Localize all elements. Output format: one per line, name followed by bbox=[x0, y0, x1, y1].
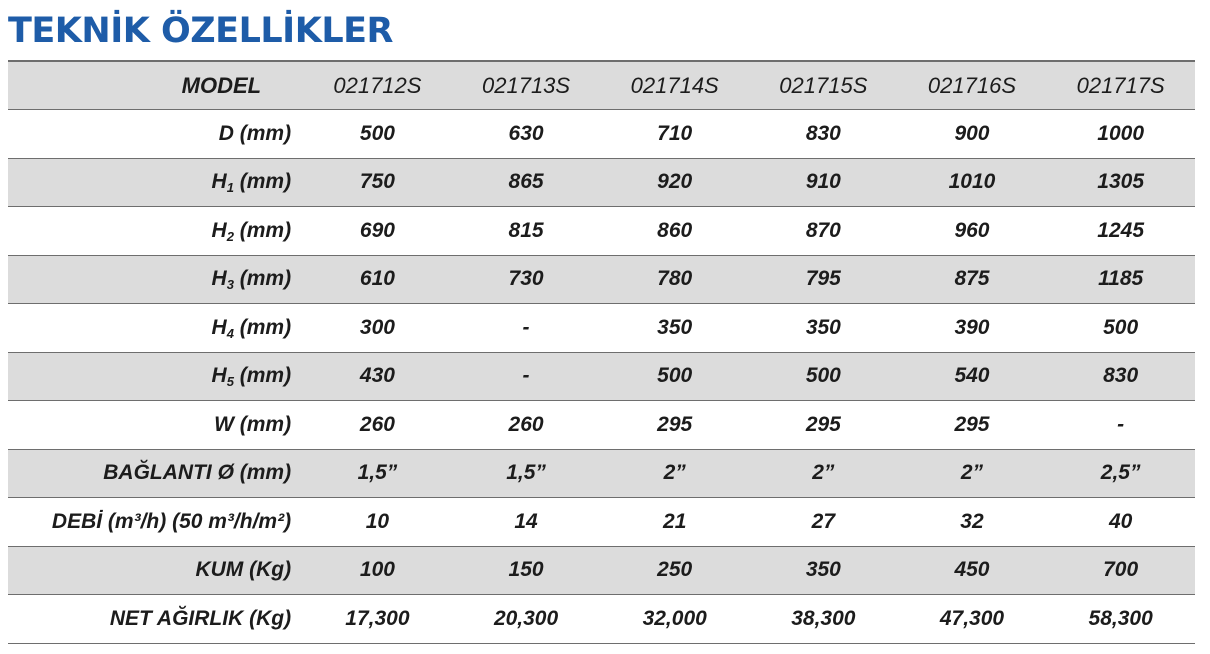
table-cell: 1185 bbox=[1046, 255, 1195, 304]
row-label-unit: (m³/h) (50 m³/h/m²) bbox=[102, 509, 292, 533]
table-cell: 150 bbox=[452, 546, 601, 595]
table-cell: 860 bbox=[600, 207, 749, 256]
page-title: TEKNİK ÖZELLİKLER bbox=[8, 11, 393, 51]
row-label-main: H bbox=[211, 170, 227, 194]
table-row bbox=[8, 546, 1195, 595]
row-label-main: DEBİ bbox=[51, 509, 103, 533]
row-label-subscript: 5 bbox=[226, 374, 234, 390]
table-cell: 1,5” bbox=[303, 449, 452, 498]
row-label-main: KUM bbox=[195, 558, 244, 582]
table-cell: 300 bbox=[303, 304, 452, 353]
table-cell: 260 bbox=[452, 401, 601, 450]
row-label-main: D bbox=[218, 121, 234, 145]
table-cell: 21 bbox=[600, 498, 749, 547]
table-cell: 630 bbox=[452, 110, 601, 159]
model-code: 021714S bbox=[600, 61, 749, 110]
table-cell: 870 bbox=[749, 207, 898, 256]
table-cell: 730 bbox=[452, 255, 601, 304]
row-label bbox=[8, 546, 303, 595]
table-cell: - bbox=[452, 352, 601, 401]
table-cell: 875 bbox=[898, 255, 1047, 304]
row-label-unit: (mm) bbox=[233, 461, 292, 485]
table-cell: 865 bbox=[452, 158, 601, 207]
table-cell: 1000 bbox=[1046, 110, 1195, 159]
table-cell: 500 bbox=[600, 352, 749, 401]
table-cell: 430 bbox=[303, 352, 452, 401]
table-header-row bbox=[8, 61, 1195, 110]
table-cell: 32 bbox=[898, 498, 1047, 547]
row-label-main: W bbox=[214, 412, 234, 436]
row-label-unit: (mm) bbox=[233, 218, 292, 242]
table-cell: 710 bbox=[600, 110, 749, 159]
row-label bbox=[8, 158, 303, 207]
row-label-unit: (Kg) bbox=[243, 558, 292, 582]
table-cell: 10 bbox=[303, 498, 452, 547]
row-label-unit: (mm) bbox=[233, 315, 292, 339]
row-label-unit: (mm) bbox=[233, 170, 292, 194]
table-cell: 780 bbox=[600, 255, 749, 304]
table-row bbox=[8, 304, 1195, 353]
table-cell: 350 bbox=[749, 546, 898, 595]
table-row bbox=[8, 401, 1195, 450]
table-row bbox=[8, 449, 1195, 498]
table-cell: 2,5” bbox=[1046, 449, 1195, 498]
row-label bbox=[8, 595, 303, 644]
row-label bbox=[8, 498, 303, 547]
table-cell: 540 bbox=[898, 352, 1047, 401]
model-header-label: MODEL bbox=[8, 61, 303, 110]
row-label-unit: (mm) bbox=[233, 412, 292, 436]
row-label-main: H bbox=[211, 267, 227, 291]
row-label-subscript: 4 bbox=[226, 325, 234, 341]
table-cell: 500 bbox=[1046, 304, 1195, 353]
table-row bbox=[8, 498, 1195, 547]
table-cell: 750 bbox=[303, 158, 452, 207]
model-code: 021715S bbox=[749, 61, 898, 110]
table-cell: 830 bbox=[1046, 352, 1195, 401]
table-row bbox=[8, 207, 1195, 256]
spec-table bbox=[8, 60, 1195, 644]
row-label bbox=[8, 352, 303, 401]
table-cell: 910 bbox=[749, 158, 898, 207]
table-cell: 815 bbox=[452, 207, 601, 256]
model-code: 021716S bbox=[898, 61, 1047, 110]
spec-table-body bbox=[8, 61, 1195, 643]
row-label-unit: (mm) bbox=[233, 364, 292, 388]
table-cell: 450 bbox=[898, 546, 1047, 595]
table-cell: 295 bbox=[749, 401, 898, 450]
row-label-main: H bbox=[211, 218, 227, 242]
table-cell: 295 bbox=[898, 401, 1047, 450]
row-label-main: NET AĞIRLIK bbox=[109, 606, 244, 630]
row-label bbox=[8, 207, 303, 256]
row-label bbox=[8, 401, 303, 450]
row-label-unit: (mm) bbox=[233, 267, 292, 291]
row-label bbox=[8, 255, 303, 304]
table-cell: 920 bbox=[600, 158, 749, 207]
table-cell: 1,5” bbox=[452, 449, 601, 498]
table-cell: 20,300 bbox=[452, 595, 601, 644]
table-row bbox=[8, 110, 1195, 159]
table-cell: - bbox=[452, 304, 601, 353]
table-cell: 250 bbox=[600, 546, 749, 595]
table-cell: 830 bbox=[749, 110, 898, 159]
table-cell: 100 bbox=[303, 546, 452, 595]
table-row bbox=[8, 352, 1195, 401]
table-cell: - bbox=[1046, 401, 1195, 450]
table-cell: 2” bbox=[749, 449, 898, 498]
table-cell: 58,300 bbox=[1046, 595, 1195, 644]
table-cell: 1245 bbox=[1046, 207, 1195, 256]
table-row bbox=[8, 255, 1195, 304]
row-label bbox=[8, 304, 303, 353]
table-cell: 795 bbox=[749, 255, 898, 304]
model-code: 021713S bbox=[452, 61, 601, 110]
table-cell: 32,000 bbox=[600, 595, 749, 644]
table-cell: 610 bbox=[303, 255, 452, 304]
table-cell: 350 bbox=[749, 304, 898, 353]
table-cell: 1305 bbox=[1046, 158, 1195, 207]
table-cell: 960 bbox=[898, 207, 1047, 256]
table-cell: 2” bbox=[898, 449, 1047, 498]
row-label-unit: (Kg) bbox=[243, 606, 292, 630]
table-cell: 350 bbox=[600, 304, 749, 353]
row-label-unit: (mm) bbox=[233, 121, 292, 145]
row-label-subscript: 1 bbox=[226, 180, 234, 196]
table-cell: 390 bbox=[898, 304, 1047, 353]
row-label-subscript: 3 bbox=[226, 277, 234, 293]
row-label bbox=[8, 110, 303, 159]
table-cell: 500 bbox=[749, 352, 898, 401]
table-cell: 900 bbox=[898, 110, 1047, 159]
table-cell: 38,300 bbox=[749, 595, 898, 644]
row-label-main: H bbox=[211, 315, 227, 339]
table-cell: 1010 bbox=[898, 158, 1047, 207]
row-label-main: BAĞLANTI Ø bbox=[103, 461, 234, 485]
row-label bbox=[8, 449, 303, 498]
table-cell: 40 bbox=[1046, 498, 1195, 547]
model-code: 021717S bbox=[1046, 61, 1195, 110]
table-cell: 17,300 bbox=[303, 595, 452, 644]
row-label-subscript: 2 bbox=[226, 228, 234, 244]
table-cell: 47,300 bbox=[898, 595, 1047, 644]
model-code: 021712S bbox=[303, 61, 452, 110]
table-cell: 2” bbox=[600, 449, 749, 498]
table-cell: 500 bbox=[303, 110, 452, 159]
table-row bbox=[8, 158, 1195, 207]
table-cell: 700 bbox=[1046, 546, 1195, 595]
table-cell: 27 bbox=[749, 498, 898, 547]
row-label-main: H bbox=[211, 364, 227, 388]
table-cell: 14 bbox=[452, 498, 601, 547]
table-row bbox=[8, 595, 1195, 644]
table-cell: 295 bbox=[600, 401, 749, 450]
table-cell: 260 bbox=[303, 401, 452, 450]
table-cell: 690 bbox=[303, 207, 452, 256]
